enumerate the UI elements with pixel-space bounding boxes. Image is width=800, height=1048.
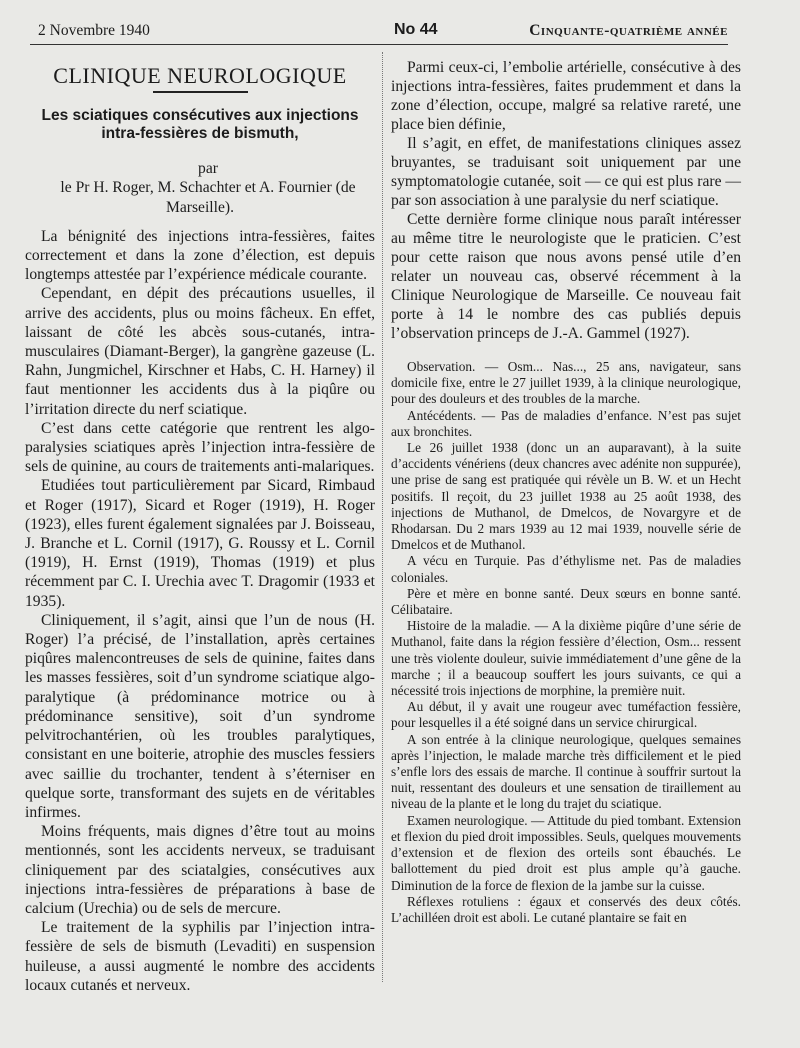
observation-paragraph: Réflexes rotuliens : égaux et conservés des deux côtés. L’achilléen droit est aboli. Le cutané plantaire se fait en — [391, 893, 741, 925]
issue-year: Cinquante-quatrième année — [529, 22, 728, 39]
observation-paragraph: Le 26 juillet 1938 (donc un an auparavant), à la suite d’accidents vénériens (deux chancres avec adénite non suppurée), une prise de sang est pratiquée qui révèle un B. W. et un Hecht positifs. Il reçoit, du 23 juillet 1938 au 25 août 1938, des injections de Muthanol, de Dmelcos, de Novargyre et de Rhodarsan. Du 2 mars 1939 au 12 mai 1939, nouvelle série de Dmelcos et de Muthanol. — [391, 440, 741, 553]
left-column — [25, 58, 375, 995]
observation-paragraph: Examen neurologique. — Attitude du pied tombant. Extension et flexion du pied droit impossibles. Seuls, quelques mouvements d’extension et de flexion des orteils sont ébauchés. Le ballottement du pied droit est plus ample qu’à gauche. Diminution de la force de flexion de la jambe sur la cuisse. — [391, 812, 741, 893]
paragraph: La bénignité des injections intra-fessières, faites correctement et dans la zone d’élection, est depuis longtemps attestée par l’expérience médicale courante. — [25, 227, 375, 284]
paragraph: Le traitement de la syphilis par l’injection intra-fessière de sels de bismuth (Levaditi) en suspension huileuse, a aussi augmenté le nombre des accidents locaux cutanés et nerveux. — [25, 919, 375, 994]
observation-paragraph: A vécu en Turquie. Pas d’éthylisme net. Pas de maladies coloniales. — [391, 553, 741, 585]
observation-paragraph: A son entrée à la clinique neurologique, quelques semaines après l’injection, le malade marche très difficilement et le pied s’enfle lors des essais de marche. Il continue à souffrir surtout la nuit, ressentant des douleurs et une sensation de tiraillement au niveau de la plante et le long du trajet du sciatique. — [391, 731, 741, 812]
paragraph: C’est dans cette catégorie que rentrent les algo-paralysies sciatiques après l’injection intra-fessière de sels de quinine, au cours de traitements anti-malariques. — [25, 419, 375, 476]
paragraph: Parmi ceux-ci, l’embolie artérielle, consécutive à des injections intra-fessières, faites prudemment et dans la zone d’élection, occupe, malgré sa relative rareté, une place bien définie, — [391, 59, 741, 133]
issue-number: No 44 — [394, 21, 438, 38]
observation-paragraph: Observation. — Osm... Nas..., 25 ans, navigateur, sans domicile fixe, entre le 27 juillet 1939, à la clinique neurologique, pour des douleurs et des troubles de la marche. — [391, 359, 741, 407]
byline-par: par — [198, 160, 218, 178]
paragraph: Cliniquement, il s’agit, ainsi que l’un de nous (H. Roger) l’a précisé, de l’installation, après certaines piqûres malencontreuses de sels de quinine, faites dans les masses fessières, soit d’un syndrome sciatique algo-paralytique (à prédominance motrice ou à prédominance sensitive), soit d’un syndrome pelvitrochantérien, où les troubles paralytiques, consistant en une boiterie, atrophie des muscles fessiers avec saillie du trochanter, tendent à s’éterniser en quelque sorte, transformant des sujets en de véritables infirmes. — [25, 611, 375, 821]
page-header — [38, 22, 728, 42]
section-title: CLINIQUE NEUROLOGIQUE — [53, 63, 347, 88]
article-title: Les sciatiques consécutives aux injections intra-fessières de bismuth, — [41, 107, 359, 143]
paragraph: Cette dernière forme clinique nous paraît intéresser au même titre le neurologiste que le praticien. C’est pour cette raison que nous avons pensé utile d’en relater un nouveau cas, observé récemment à la Clinique Neurologique de Marseille. Ce nouveau fait porte à 14 le nombre des cas publiés depuis l’observation princeps de J.-A. Gammel (1927). — [391, 211, 741, 342]
title-rule — [153, 91, 248, 93]
issue-date: 2 Novembre 1940 — [38, 22, 150, 39]
paragraph: Moins fréquents, mais dignes d’être tout au moins mentionnés, sont les accidents nerveux, se traduisant cliniquement par des sciatalgies, consécutives aux injections intra-fessières de préparations à base de calcium (Urechia) ou de sels de mercure. — [25, 823, 375, 917]
observation-block — [391, 359, 741, 926]
header-rule — [30, 44, 728, 45]
column-divider — [382, 52, 383, 982]
paragraph: Il s’agit, en effet, de manifestations cliniques assez bruyantes, se traduisant soit uniquement par une symptomatologie cutanée, soit — ce qui est plus rare — par son association à une paralysie du nerf sciatique. — [391, 135, 741, 209]
paragraph: Cependant, en dépit des précautions usuelles, il arrive des accidents, plus ou moins fâcheux. En effet, laissant de côté les abcès sous-cutanés, intra-musculaires (Diamant-Berger), la gangrène gazeuse (L. Rahn, Jungmichel, Kirschner et Habs, C. H. Harney) il faut mentionner les accidents dus à la piqûre ou l’irritation directe du nerf sciatique. — [25, 285, 375, 418]
observation-paragraph: Antécédents. — Pas de maladies d’enfance. N’est pas sujet aux bronchites. — [391, 407, 741, 439]
right-column — [391, 58, 741, 926]
observation-paragraph: Histoire de la maladie. — A la dixième piqûre d’une série de Muthanol, faite dans la région fessière d’élection, Osm... ressent une très violente douleur, suivie immédiatement d’une gêne de la marche ; il a beaucoup souffert les jours suivants, ce qui a nécessité trois injections de morphine, la première nuit. — [391, 618, 741, 699]
paragraph: Etudiées tout particulièrement par Sicard, Rimbaud et Roger (1917), Sicard et Roger (1919), H. Roger (1923), elles furent également signalées par J. Boisseau, J. Branche et L. Cornil (1917), G. Roussy et L. Cornil (1919), H. Ernst (1919), Thomas (1919) et plus récemment par C. I. Urechia avec T. Dragomir (1933 et 1935). — [25, 477, 375, 610]
observation-paragraph: Père et mère en bonne santé. Deux sœurs en bonne santé. Célibataire. — [391, 585, 741, 618]
observation-paragraph: Au début, il y avait une rougeur avec tuméfaction fessière, pour lesquelles il a été soigné dans un service chirurgical. — [391, 699, 741, 731]
authors: le Pr H. Roger, M. Schachter et A. Fournier (de Marseille). — [60, 179, 356, 216]
